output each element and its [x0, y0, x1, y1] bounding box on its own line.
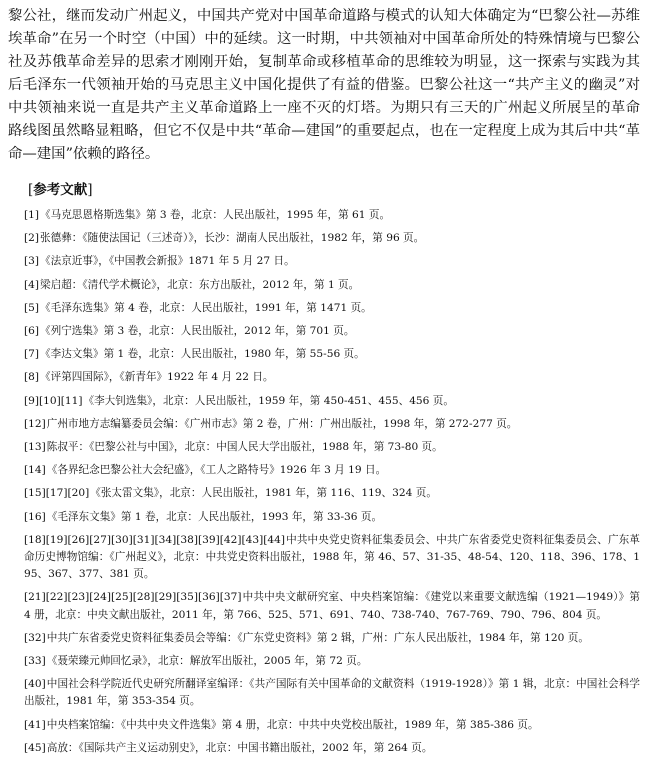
reference-item: [41]中央档案馆编：《中共中央文件选集》第 4 册，北京：中共中央党校出版社，1989 年，第 385-386 页。 — [24, 718, 539, 731]
reference-item: [21][22][23][24][25][28][29][35][36][37]中共中央文献研究室、中央档案馆编：《建党以来重要文献选编（1921—1949）》第 4 册，北京：中央文献出版社，2011 年，第 766、525、571、691、740、738-740、767-769、790、796、804 页。 — [24, 591, 640, 621]
reference-item: [40]中国社会科学院近代史研究所翻译室编译：《共产国际有关中国革命的文献资料（1919-1928）》第 1 辑，北京：中国社会科学出版社，1981 年，第 353-354 页。 — [24, 678, 640, 708]
reference-item: [5]《毛泽东选集》第 4 卷，北京：人民出版社，1991 年，第 1471 页。 — [24, 301, 372, 314]
reference-item: [9][10][11]《李大钊选集》，北京：人民出版社，1959 年，第 450-451、455、456 页。 — [24, 394, 454, 407]
reference-item: [3]《法京近事》，《中国教会新报》1871 年 5 月 27 日。 — [24, 255, 295, 268]
reference-item: [6]《列宁选集》第 3 卷，北京：人民出版社，2012 年，第 701 页。 — [24, 325, 355, 338]
body-paragraph: 黎公社，继而发动广州起义，中国共产党对中国革命道路与模式的认知大体确定为“巴黎公社—苏维埃革命”在另一个时空（中国）中的延续。这一时期，中共领袖对中国革命所处的特殊情境与巴黎公社及苏俄革命差异的思索才刚刚开始，复制革命或移植革命的思维较为明显，这一探索与实践为其后毛泽东一代领袖开始的马克思主义中国化提供了有益的借鉴。巴黎公社这一“共产主义的幽灵”对中共领袖来说一直是共产主义革命道路上一座不灭的灯塔。为期只有三天的广州起义所展呈的革命路线图虽然略显粗略，但它不仅是中共“革命—建国”的重要起点，也在一定程度上成为其后中共“革命—建国”依赖的路径。 — [8, 8, 640, 162]
reference-item: [32]中共广东省委党史资料征集委员会等编：《广东党史资料》第 2 辑，广州：广东人民出版社，1984 年，第 120 页。 — [24, 631, 589, 644]
reference-item: [12]广州市地方志编纂委员会编：《广州市志》第 2 卷，广州：广州出版社，1998 年，第 272-277 页。 — [24, 417, 518, 430]
reference-item: [1]《马克思恩格斯选集》第 3 卷，北京：人民出版社，1995 年，第 61 页。 — [24, 209, 391, 221]
reference-item: [13]陈叔平：《巴黎公社与中国》，北京：中国人民大学出版社，1988 年，第 73-80 页。 — [24, 441, 443, 454]
references-heading-text: 参考文献 — [33, 182, 88, 198]
reference-item: [33]《聂荣臻元帅回忆录》，北京：解放军出版社，2005 年，第 72 页。 — [24, 655, 368, 668]
reference-item: [4]梁启超：《清代学术概论》，北京：东方出版社，2012 年，第 1 页。 — [24, 278, 360, 291]
reference-item: [8]《评第四国际》，《新青年》1922 年 4 月 22 日。 — [24, 371, 274, 384]
reference-item: [14]《各界纪念巴黎公社大会纪盛》，《工人之路特号》1926 年 3 月 19 日。 — [24, 464, 387, 477]
reference-item: [16]《毛泽东文集》第 1 卷，北京：人民出版社，1993 年，第 33-36 页。 — [24, 510, 383, 523]
reference-item: [7]《李达文集》第 1 卷，北京：人民出版社，1980 年，第 55-56 页。 — [24, 348, 365, 361]
reference-item: [15][17][20]《张太雷文集》，北京：人民出版社，1981 年，第 116、119、324 页。 — [24, 487, 437, 500]
references-heading: [参考文献] — [28, 182, 93, 198]
reference-item: [45]高放：《国际共产主义运动别史》，北京：中国书籍出版社，2002 年，第 264 页。 — [24, 741, 433, 754]
reference-item: [2]张德彝：《随使法国记（三述奇）》，长沙：湖南人民出版社，1982 年，第 96 页。 — [24, 232, 425, 245]
reference-list — [8, 207, 640, 757]
reference-item: [18][19][26][27][30][31][34][38][39][42][43][44]中共中央党史资料征集委员会、中共广东省委党史资料征集委员会、广东革命历史博物馆编：《广州起义》，北京：中共党史资料出版社，1988 年，第 46、57、31-35、48-54、120、118、396、178、195、367、377、381 页。 — [24, 533, 640, 581]
